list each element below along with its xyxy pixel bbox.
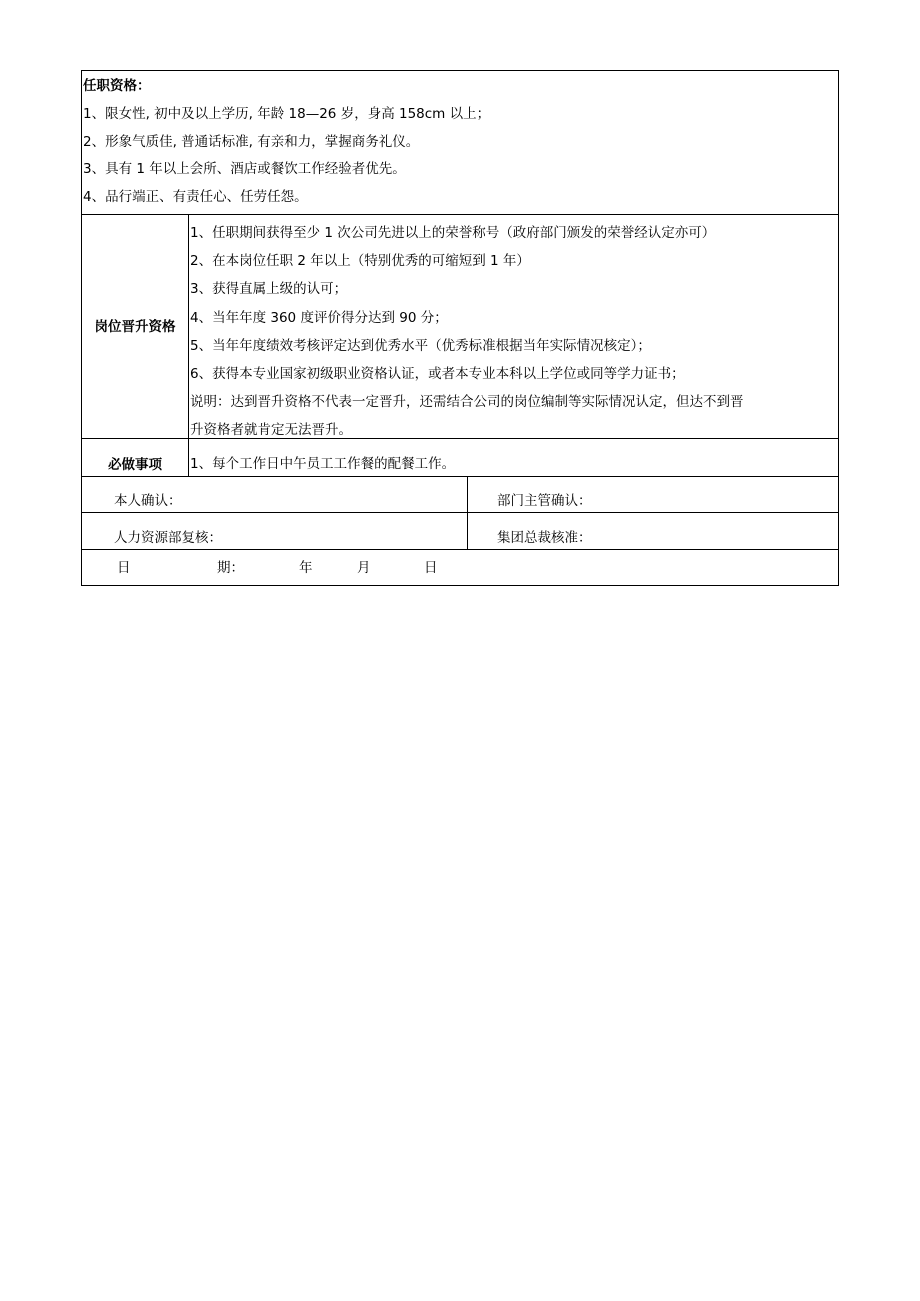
date-year: 年 bbox=[299, 560, 313, 576]
qualification-item: 4、品行端正、有责任心、任劳任怨。 bbox=[83, 189, 308, 205]
promotion-label: 岗位晋升资格 bbox=[94, 319, 176, 335]
dept-confirm-label: 部门主管确认： bbox=[497, 493, 592, 509]
promotion-item: 1、任职期间获得至少 1 次公司先进以上的荣誉称号（政府部门颁发的荣誉经认定亦可） bbox=[190, 225, 716, 241]
promotion-item: 2、在本岗位任职 2 年以上（特别优秀的可缩短到 1 年） bbox=[190, 253, 530, 269]
promotion-item: 3、获得直属上级的认可； bbox=[190, 281, 348, 297]
promotion-note: 说明：达到晋升资格不代表一定晋升，还需结合公司的岗位编制等实际情况认定，但达不到晋 bbox=[190, 394, 744, 410]
qualification-title: 任职资格： bbox=[83, 78, 151, 94]
promotion-item: 4、当年年度 360 度评价得分达到 90 分； bbox=[190, 310, 448, 326]
qualification-item: 1、限女性, 初中及以上学历, 年龄 18—26 岁，身高 158cm 以上； bbox=[83, 106, 491, 122]
date-label-day-char: 日 bbox=[117, 560, 131, 576]
date-month: 月 bbox=[357, 560, 371, 576]
ceo-approve-label: 集团总裁核准： bbox=[497, 530, 592, 546]
divider bbox=[82, 476, 838, 477]
hr-review-label: 人力资源部复核： bbox=[114, 530, 222, 546]
promotion-item: 5、当年年度绩效考核评定达到优秀水平（优秀标准根据当年实际情况核定）； bbox=[190, 338, 651, 354]
divider bbox=[188, 214, 189, 438]
divider bbox=[82, 214, 838, 215]
promotion-note: 升资格者就肯定无法晋升。 bbox=[190, 422, 352, 438]
duties-item: 1、每个工作日中午员工工作餐的配餐工作。 bbox=[190, 456, 456, 472]
date-label-period-char: 期： bbox=[217, 560, 244, 576]
promotion-item: 6、获得本专业国家初级职业资格认证，或者本专业本科以上学位或同等学力证书； bbox=[190, 366, 685, 382]
duties-label: 必做事项 bbox=[108, 457, 162, 473]
divider bbox=[188, 438, 189, 476]
self-confirm-label: 本人确认： bbox=[114, 493, 182, 509]
job-description-table bbox=[81, 70, 839, 586]
qualification-item: 3、具有 1 年以上会所、酒店或餐饮工作经验者优先。 bbox=[83, 161, 406, 177]
divider bbox=[82, 549, 838, 550]
date-day: 日 bbox=[424, 560, 438, 576]
divider bbox=[82, 512, 838, 513]
divider bbox=[82, 438, 838, 439]
qualification-item: 2、形象气质佳, 普通话标准, 有亲和力，掌握商务礼仪。 bbox=[83, 134, 420, 150]
